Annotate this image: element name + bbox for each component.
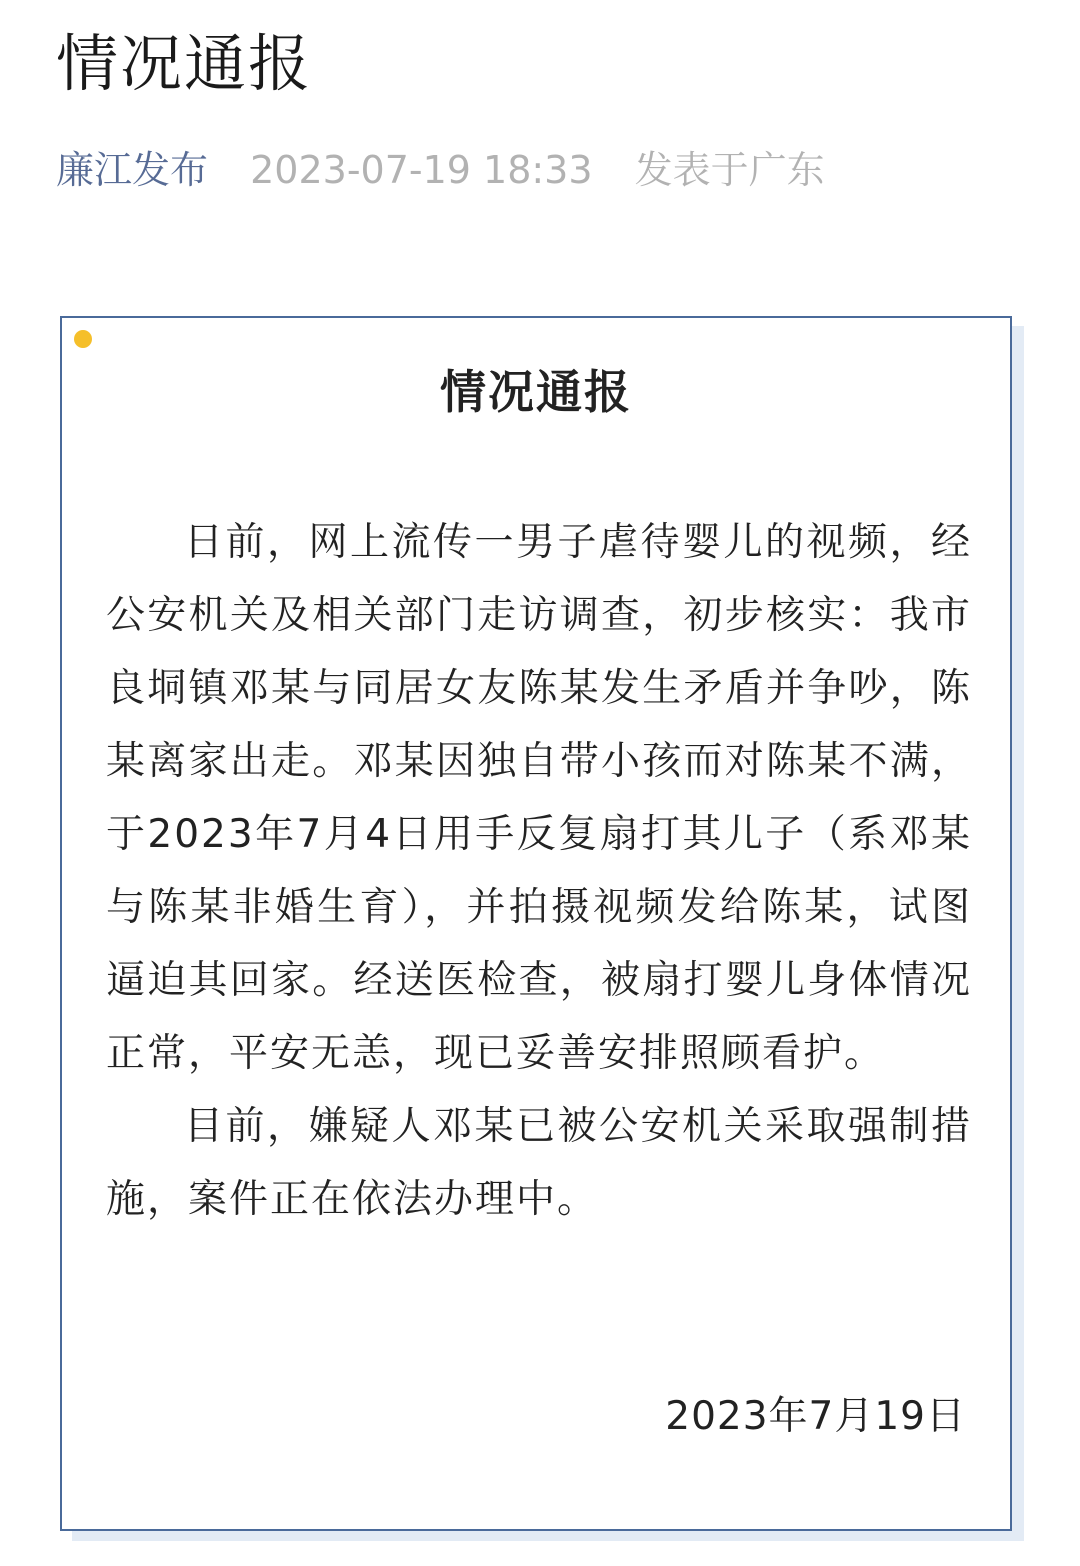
article-title: 情况通报 bbox=[56, 27, 313, 100]
article-meta bbox=[56, 138, 825, 202]
decorative-dot-icon bbox=[74, 330, 92, 348]
notice-image-card bbox=[60, 316, 1012, 1531]
notice-date: 2023年7月19日 bbox=[665, 1394, 966, 1439]
account-name-link[interactable]: 廉江发布 bbox=[56, 148, 209, 192]
publish-datetime: 2023-07-19 18:33 bbox=[250, 148, 593, 192]
publish-location: 发表于广东 bbox=[634, 148, 825, 192]
notice-paragraph: 目前，嫌疑人邓某已被公安机关采取强制措施，案件正在依法办理中。 bbox=[106, 1104, 972, 1222]
notice-body bbox=[106, 506, 972, 1236]
notice-paragraph: 日前，网上流传一男子虐待婴儿的视频，经公安机关及相关部门走访调查，初步核实：我市良垌镇邓某与同居女友陈某发生矛盾并争吵，陈某离家出走。邓某因独自带小孩而对陈某不满，于2023年7月4日用手反复扇打其儿子（系邓某与陈某非婚生育），并拍摄视频发给陈某，试图逼迫其回家。经送医检查，被扇打婴儿身体情况正常，平安无恙，现已妥善安排照顾看护。 bbox=[106, 520, 972, 1076]
notice-heading: 情况通报 bbox=[440, 365, 632, 419]
